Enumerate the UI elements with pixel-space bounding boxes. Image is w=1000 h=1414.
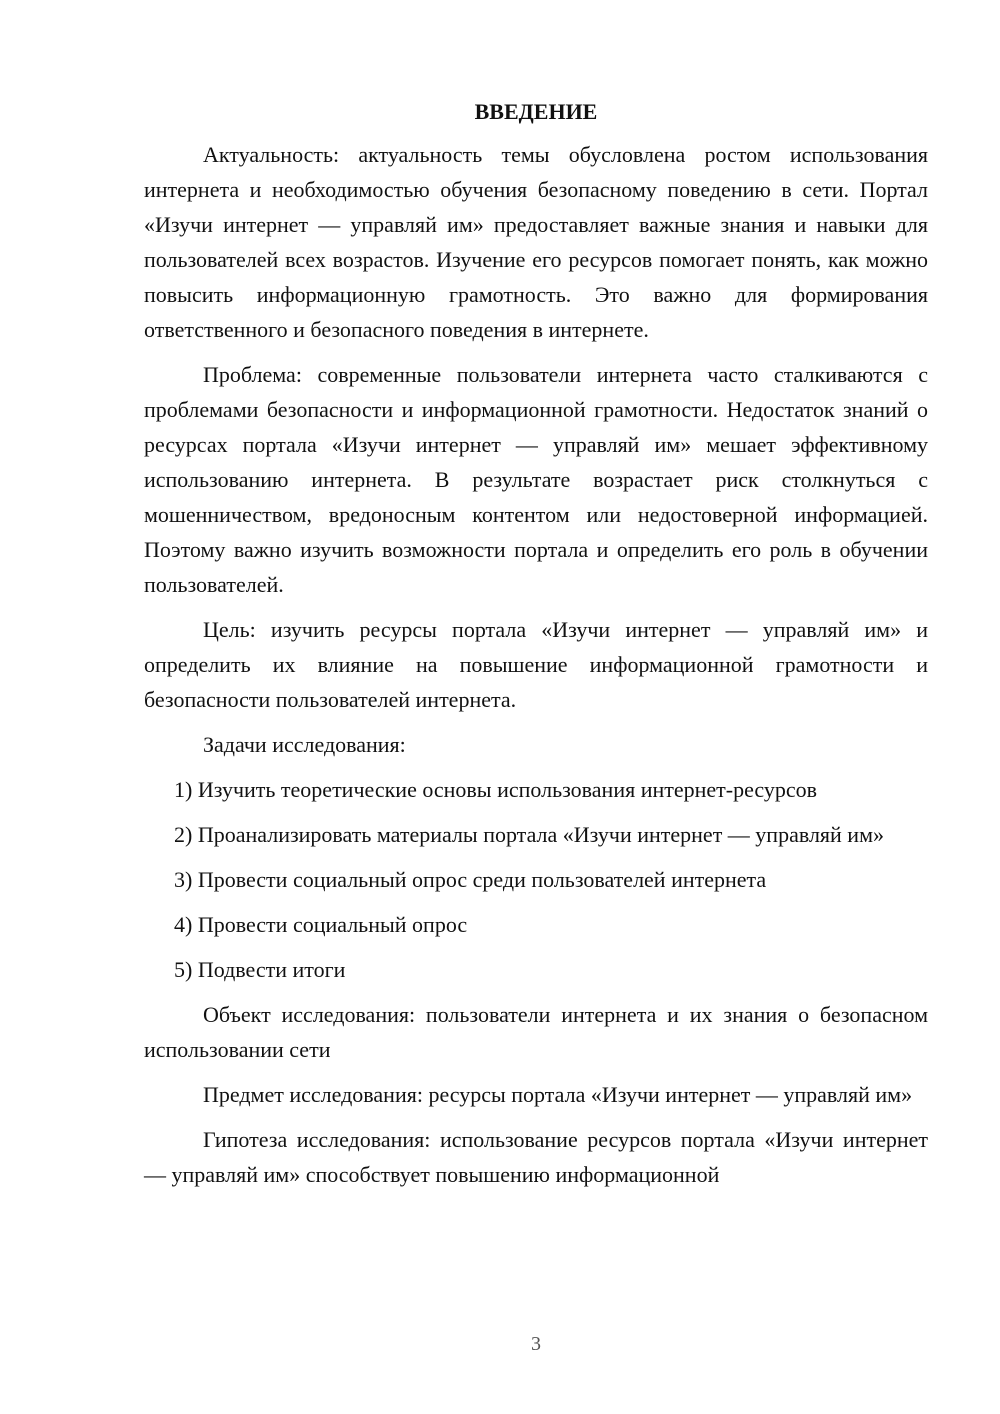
paragraph-hypothesis: Гипотеза исследования: использование ресурсов портала «Изучи интернет — управляй им» способствует повышению информационной [144,1127,928,1187]
document-body [144,94,928,1192]
task-item-3: 3) Провести социальный опрос среди пользователей интернета [174,867,767,892]
paragraph-subject: Предмет исследования: ресурсы портала «Изучи интернет — управляй им» [203,1082,913,1107]
page-number: 3 [531,1333,541,1355]
paragraph-tasks-heading: Задачи исследования: [203,732,406,757]
paragraph-relevance: Актуальность: актуальность темы обусловлена ростом использования интернета и необходимостью обучения безопасному поведению в сети. Портал «Изучи интернет — управляй им» предоставляет важные знания и навыки для пользователей всех возрастов. Изучение его ресурсов помогает понять, как можно повысить информационную грамотность. Это важно для формирования ответственного и безопасного поведения в интернете. [144,142,928,342]
task-item-5: 5) Подвести итоги [174,957,346,982]
paragraph-goal: Цель: изучить ресурсы портала «Изучи интернет — управляй им» и определить их влияние на повышение информационной грамотности и безопасности пользователей интернета. [144,617,928,712]
task-item-1: 1) Изучить теоретические основы использования интернет-ресурсов [174,777,818,802]
paragraph-object: Объект исследования: пользователи интернета и их знания о безопасном использовании сети [144,1002,928,1062]
task-item-2: 2) Проанализировать материалы портала «Изучи интернет — управляй им» [174,822,885,847]
task-item-4: 4) Провести социальный опрос [174,912,468,937]
paragraph-problem: Проблема: современные пользователи интернета часто сталкиваются с проблемами безопасности и информационной грамотности. Недостаток знаний о ресурсах портала «Изучи интернет — управляй им» мешает эффективному использованию интернета. В результате возрастает риск столкнуться с мошенничеством, вредоносным контентом или недостоверной информацией. Поэтому важно изучить возможности портала и определить его роль в обучении пользователей. [144,362,928,597]
section-heading: ВВЕДЕНИЕ [474,99,598,124]
